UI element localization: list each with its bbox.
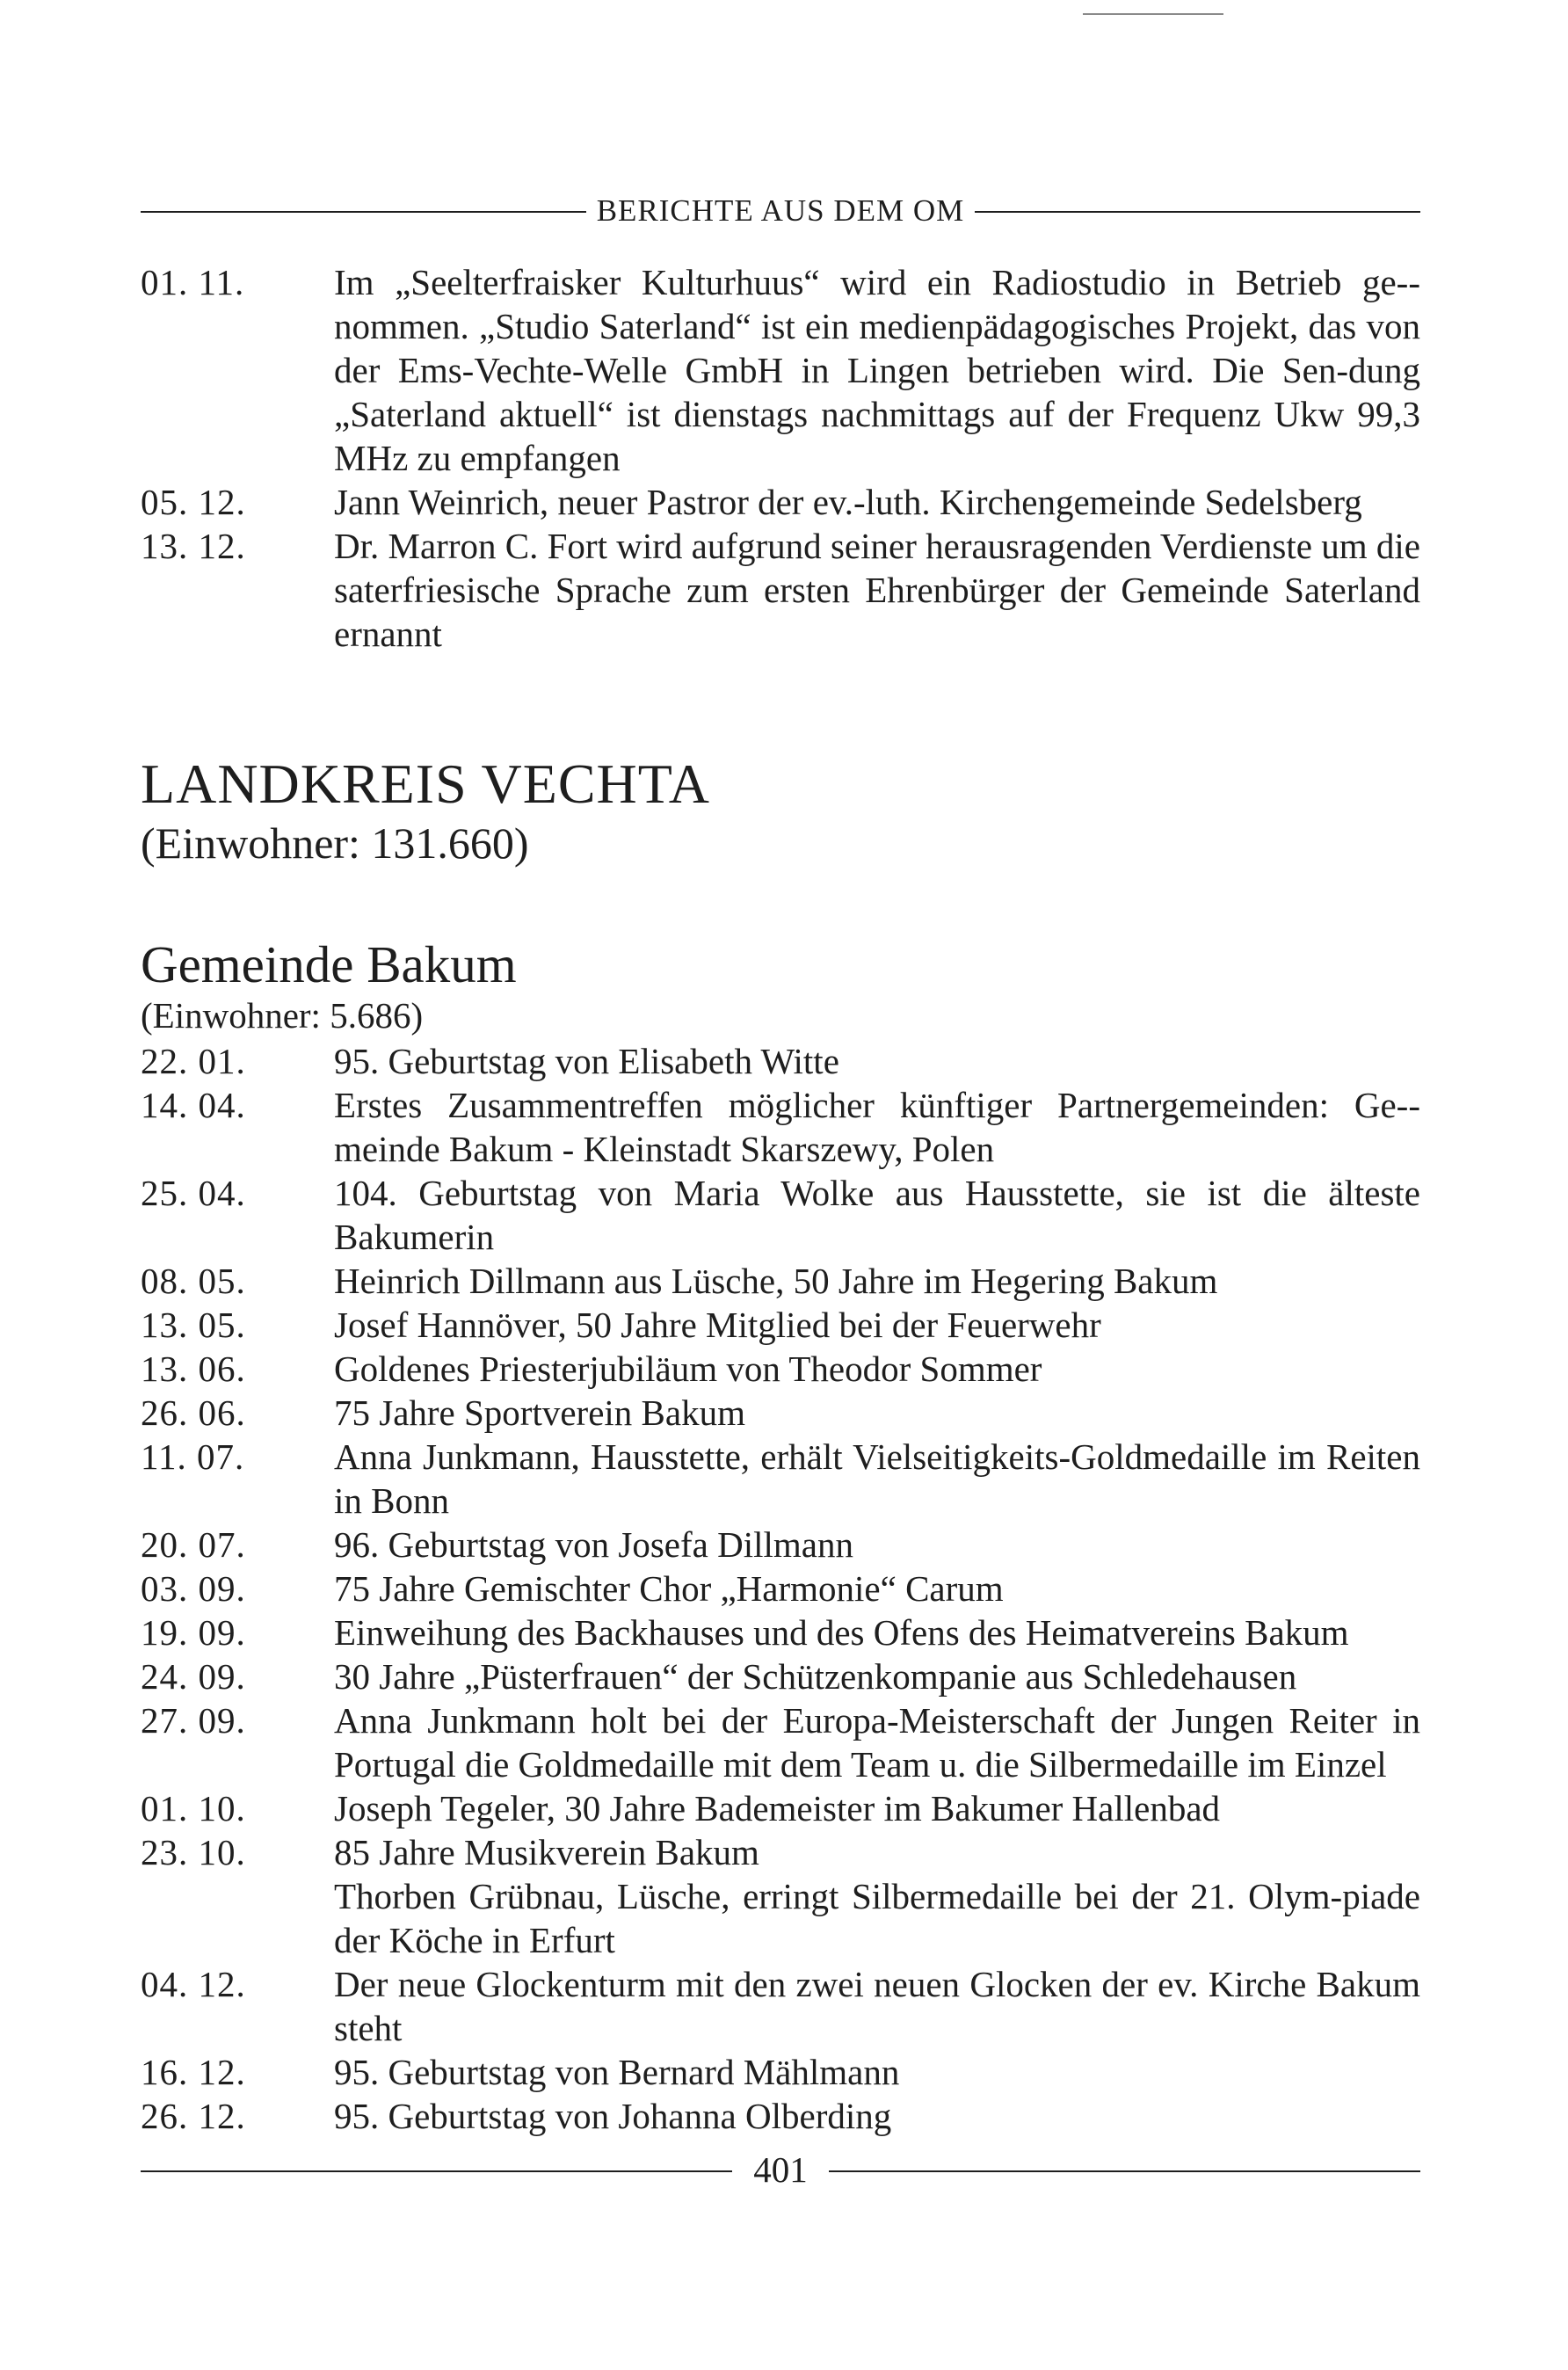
entry-date: 13. 06. <box>141 1349 246 1389</box>
entry-text: 30 Jahre „Püsterfrauen“ der Schützenkompanie aus Schledehausen <box>334 1656 1297 1697</box>
footer-rule-right <box>829 2170 1420 2172</box>
chronicle-entry <box>141 524 1420 656</box>
entry-date: 19. 09. <box>141 1612 246 1653</box>
chronicle-entry <box>141 1567 1420 1610</box>
chronicle-entry <box>141 1259 1420 1303</box>
page-body <box>141 260 1420 2138</box>
entry-text: Heinrich Dillmann aus Lüsche, 50 Jahre im Hegering Bakum <box>334 1261 1218 1301</box>
municipality-entries <box>141 1039 1420 2138</box>
entry-text: Thorben Grübnau, Lüsche, erringt Silbermedaille bei der 21. Olym-piade der Köche in Erfurt <box>334 1876 1420 1960</box>
footer-rule-left <box>141 2170 732 2172</box>
entry-date: 20. 07. <box>141 1524 246 1565</box>
entry-text: Goldenes Priesterjubiläum von Theodor Sommer <box>334 1349 1042 1389</box>
chronicle-entry <box>141 260 1420 480</box>
chronicle-entry <box>141 1610 1420 1654</box>
page-footer <box>141 2148 1420 2191</box>
entry-date: 08. 05. <box>141 1261 246 1301</box>
entry-text: Jann Weinrich, neuer Pastror der ev.-luth. Kirchengemeinde Sedelsberg <box>334 482 1362 522</box>
entry-date: 05. 12. <box>141 482 246 522</box>
chronicle-entry <box>141 1874 1420 1962</box>
chronicle-entry <box>141 480 1420 524</box>
entry-text: 96. Geburtstag von Josefa Dillmann <box>334 1524 853 1565</box>
entry-date: 01. 11. <box>141 262 245 302</box>
district-title: LANDKREIS VECHTA <box>141 752 710 815</box>
entry-text: Im „Seelterfraisker Kulturhuus“ wird ein Radiostudio in Betrieb ge-nommen. „Studio Saterland“ ist ein medienpädagogisches Projekt, das von der Ems-Vechte-Welle GmbH in Lingen betrieben wird. Die Sen-dung „Saterland aktuell“ ist dienstags nachmittags auf der Frequenz Ukw 99,3 MHz zu empfangen <box>334 262 1420 478</box>
entry-text: 75 Jahre Sportverein Bakum <box>334 1392 745 1433</box>
entry-date: 26. 12. <box>141 2096 246 2136</box>
page-number: 401 <box>753 2149 808 2190</box>
chronicle-entry <box>141 1654 1420 1698</box>
entry-date: 04. 12. <box>141 1964 246 2004</box>
entry-text: Der neue Glockenturm mit den zwei neuen Glocken der ev. Kirche Bakum steht <box>334 1964 1420 2048</box>
entry-date: 14. 04. <box>141 1085 246 1125</box>
entry-date: 11. 07. <box>141 1436 245 1477</box>
entry-date: 24. 09. <box>141 1656 246 1697</box>
entry-date: 23. 10. <box>141 1832 246 1872</box>
running-head-rule-left <box>141 211 586 213</box>
chronicle-entry <box>141 2094 1420 2138</box>
entry-text: Einweihung des Backhauses und des Ofens des Heimatvereins Bakum <box>334 1612 1349 1653</box>
entry-date: 22. 01. <box>141 1041 246 1081</box>
entry-date: 26. 06. <box>141 1392 246 1433</box>
entry-text: 104. Geburtstag von Maria Wolke aus Hausstette, sie ist die älteste Bakumerin <box>334 1173 1420 1257</box>
running-head-rule-right <box>975 211 1420 213</box>
chronicle-entry <box>141 1435 1420 1523</box>
running-head <box>141 193 1420 229</box>
entry-text: Anna Junkmann holt bei der Europa-Meisterschaft der Jungen Reiter in Portugal die Goldmedaille mit dem Team u. die Silbermedaille im Einzel <box>334 1700 1420 1785</box>
entry-date: 27. 09. <box>141 1700 246 1741</box>
chronicle-entry <box>141 1698 1420 1786</box>
chronicle-entry <box>141 1347 1420 1391</box>
entry-text: Anna Junkmann, Hausstette, erhält Vielseitigkeits-Goldmedaille im Reiten in Bonn <box>334 1436 1420 1521</box>
entry-text: Josef Hannöver, 50 Jahre Mitglied bei der Feuerwehr <box>334 1305 1101 1345</box>
entry-date: 01. 10. <box>141 1788 246 1828</box>
corner-rule <box>1083 13 1223 15</box>
district-population: (Einwohner: 131.660) <box>141 818 529 868</box>
entry-text: Erstes Zusammentreffen möglicher künftiger Partnergemeinden: Ge-meinde Bakum - Kleinstadt Skarszewy, Polen <box>334 1085 1420 1169</box>
municipality-title: Gemeinde Bakum <box>141 935 517 993</box>
running-head-title: BERICHTE AUS DEM OM <box>596 193 965 228</box>
chronicle-entry <box>141 1303 1420 1347</box>
entry-date: 16. 12. <box>141 2052 246 2092</box>
chronicle-entry <box>141 1830 1420 1874</box>
entry-text: 95. Geburtstag von Johanna Olberding <box>334 2096 892 2136</box>
chronicle-entry <box>141 1039 1420 1083</box>
entry-text: 75 Jahre Gemischter Chor „Harmonie“ Carum <box>334 1568 1004 1609</box>
municipality-population: (Einwohner: 5.686) <box>141 995 424 1036</box>
entry-text: 95. Geburtstag von Bernard Mählmann <box>334 2052 900 2092</box>
chronicle-entry <box>141 1523 1420 1567</box>
chronicle-entry <box>141 1391 1420 1435</box>
chronicle-entry <box>141 1962 1420 2050</box>
entry-text: Joseph Tegeler, 30 Jahre Bademeister im Bakumer Hallenbad <box>334 1788 1221 1828</box>
entry-date: 03. 09. <box>141 1568 246 1609</box>
entry-text: 95. Geburtstag von Elisabeth Witte <box>334 1041 839 1081</box>
previous-municipality-entries <box>141 260 1420 656</box>
entry-date <box>141 1874 334 1962</box>
chronicle-entry <box>141 1786 1420 1830</box>
entry-text: 85 Jahre Musikverein Bakum <box>334 1832 759 1872</box>
chronicle-entry <box>141 2050 1420 2094</box>
entry-text: Dr. Marron C. Fort wird aufgrund seiner herausragenden Verdienste um die saterfriesische Sprache zum ersten Ehrenbürger der Gemeinde Saterland ernannt <box>334 526 1420 654</box>
entry-date: 13. 05. <box>141 1305 246 1345</box>
chronicle-entry <box>141 1083 1420 1171</box>
entry-date: 13. 12. <box>141 526 246 566</box>
chronicle-entry <box>141 1171 1420 1259</box>
entry-date: 25. 04. <box>141 1173 246 1213</box>
